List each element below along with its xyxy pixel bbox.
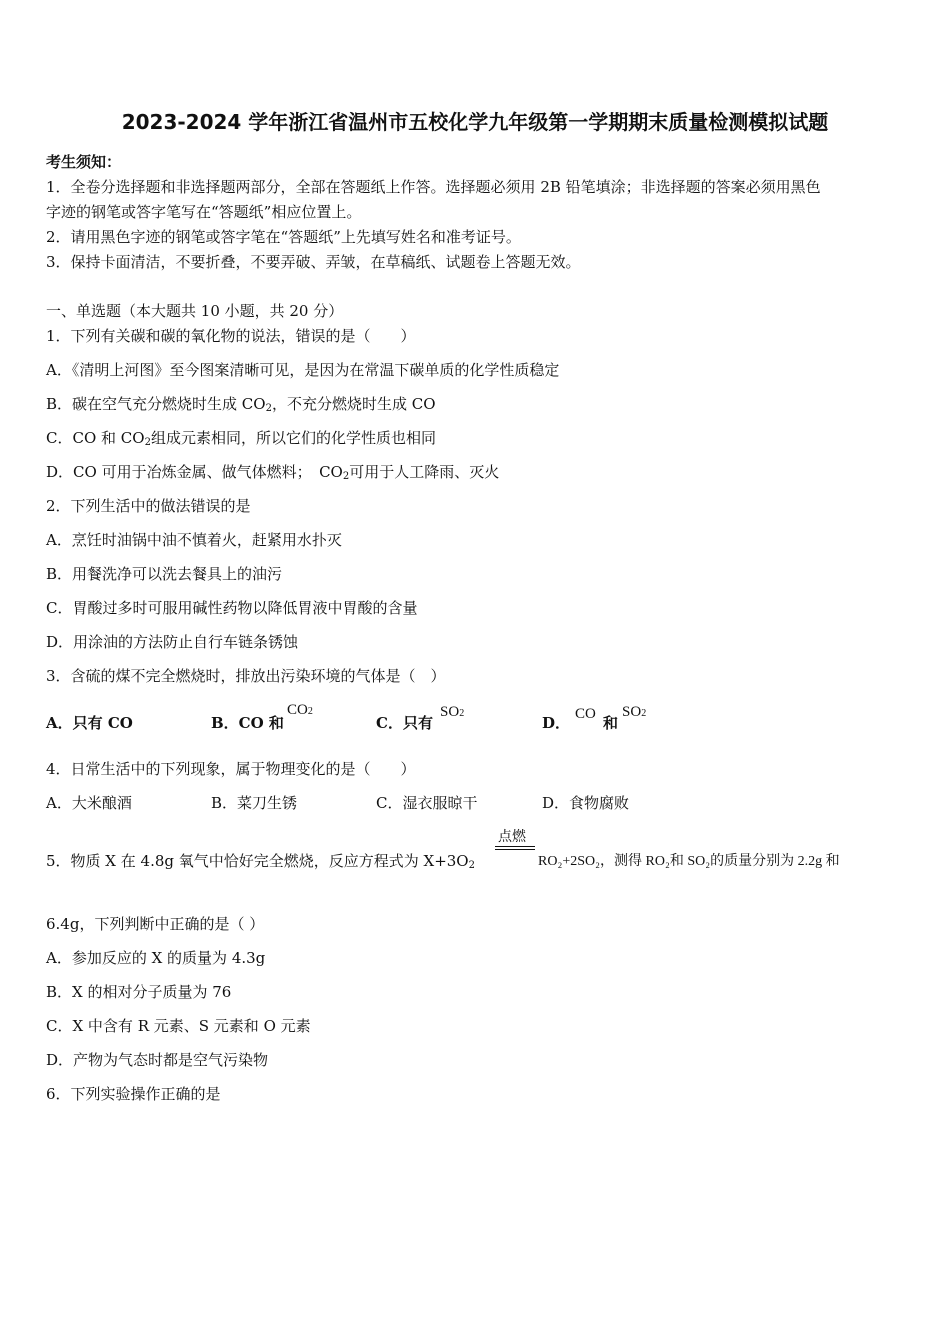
q2-option-b: B．用餐洗净可以洗去餐具上的油污 [46, 565, 283, 583]
q2-stem: 2．下列生活中的做法错误的是 [46, 497, 251, 515]
q3-option-a: A．只有 CO [46, 714, 133, 732]
q5-reaction-condition: 点燃 [498, 829, 526, 845]
q5-option-a: A．参加反应的 X 的质量为 4.3g [46, 949, 266, 967]
notice-heading: 考生须知： [46, 153, 122, 171]
q5-option-b: B．X 的相对分子质量为 76 [46, 983, 232, 1001]
q6-stem: 6．下列实验操作正确的是 [46, 1085, 221, 1103]
q3-option-b: B．CO 和 [211, 714, 284, 732]
q2-option-c: C．胃酸过多时可服用碱性药物以降低胃液中胃酸的含量 [46, 599, 418, 617]
q4-option-d: D．食物腐败 [542, 794, 630, 812]
q1-stem: 1．下列有关碳和碳的氧化物的说法，错误的是（ ） [46, 327, 416, 345]
q2-option-d: D．用涂油的方法防止自行车链条锈蚀 [46, 633, 299, 651]
q3-option-b-formula: CO2 [287, 702, 313, 718]
q5-stem: 5．物质 X 在 4.8g 氧气中恰好完全燃烧，反应方程式为 $X+3O_2$ [46, 852, 475, 871]
q3-option-c: C．只有 [376, 714, 433, 732]
notice-line-3: 3．保持卡面清洁，不要折叠，不要弄破、弄皱，在草稿纸、试题卷上答题无效。 [46, 253, 581, 271]
q1-option-b: B．碳在空气充分燃烧时生成 $CO_2$，不充分燃烧时生成 CO [46, 395, 436, 414]
notice-line-1-cont: 字迹的钢笔或答字笔写在“答题纸”相应位置上。 [46, 203, 362, 221]
q5-stem-cont: 6.4g，下列判断中正确的是（ ） [46, 915, 265, 933]
notice-line-1: 1．全卷分选择题和非选择题两部分，全部在答题纸上作答。选择题必须用 2B 铅笔填涂；非选择题的答案必须用黑色 [46, 178, 821, 196]
q3-option-d-formula: SO2 [622, 704, 647, 720]
q5-equals-line-bottom [495, 849, 535, 850]
q5-equals-line-top [495, 846, 535, 847]
q3-stem: 3．含硫的煤不完全燃烧时，排放出污染环境的气体是（ ） [46, 667, 446, 685]
q1-option-c: C．CO 和 $CO_2$组成元素相同，所以它们的化学性质也相同 [46, 429, 436, 448]
q3-option-d: D． [542, 714, 571, 732]
q1-option-a: A．《清明上河图》至今图案清晰可见，是因为在常温下碳单质的化学性质稳定 [46, 361, 560, 379]
q5-stem-products: RO₂+2SO₂，测得 RO₂和 SO₂的质量分别为 2.2g 和 [538, 854, 840, 869]
q5-option-d: D．产物为气态时都是空气污染物 [46, 1051, 269, 1069]
q3-option-d-and: 和 [603, 714, 619, 732]
section-heading: 一、单选题（本大题共 10 小题，共 20 分） [46, 302, 344, 320]
q2-option-a: A．烹饪时油锅中油不慎着火，赶紧用水扑灭 [46, 531, 342, 549]
q4-option-b: B．菜刀生锈 [211, 794, 298, 812]
q4-option-a: A．大米酿酒 [46, 794, 132, 812]
page-title: 2023-2024 学年浙江省温州市五校化学九年级第一学期期末质量检测模拟试题 [121, 110, 829, 134]
q4-option-c: C．湿衣服晾干 [376, 794, 478, 812]
q1-option-d: D．CO 可用于冶炼金属、做气体燃料； $CO_2$可用于人工降雨、灭火 [46, 463, 500, 482]
q3-option-c-formula: SO2 [440, 704, 465, 720]
q5-option-c: C．X 中含有 R 元素、S 元素和 O 元素 [46, 1017, 311, 1035]
q3-option-d-co: CO [575, 706, 596, 722]
notice-line-2: 2．请用黑色字迹的钢笔或答字笔在“答题纸”上先填写姓名和准考证号。 [46, 228, 521, 246]
q4-stem: 4．日常生活中的下列现象，属于物理变化的是（ ） [46, 760, 416, 778]
